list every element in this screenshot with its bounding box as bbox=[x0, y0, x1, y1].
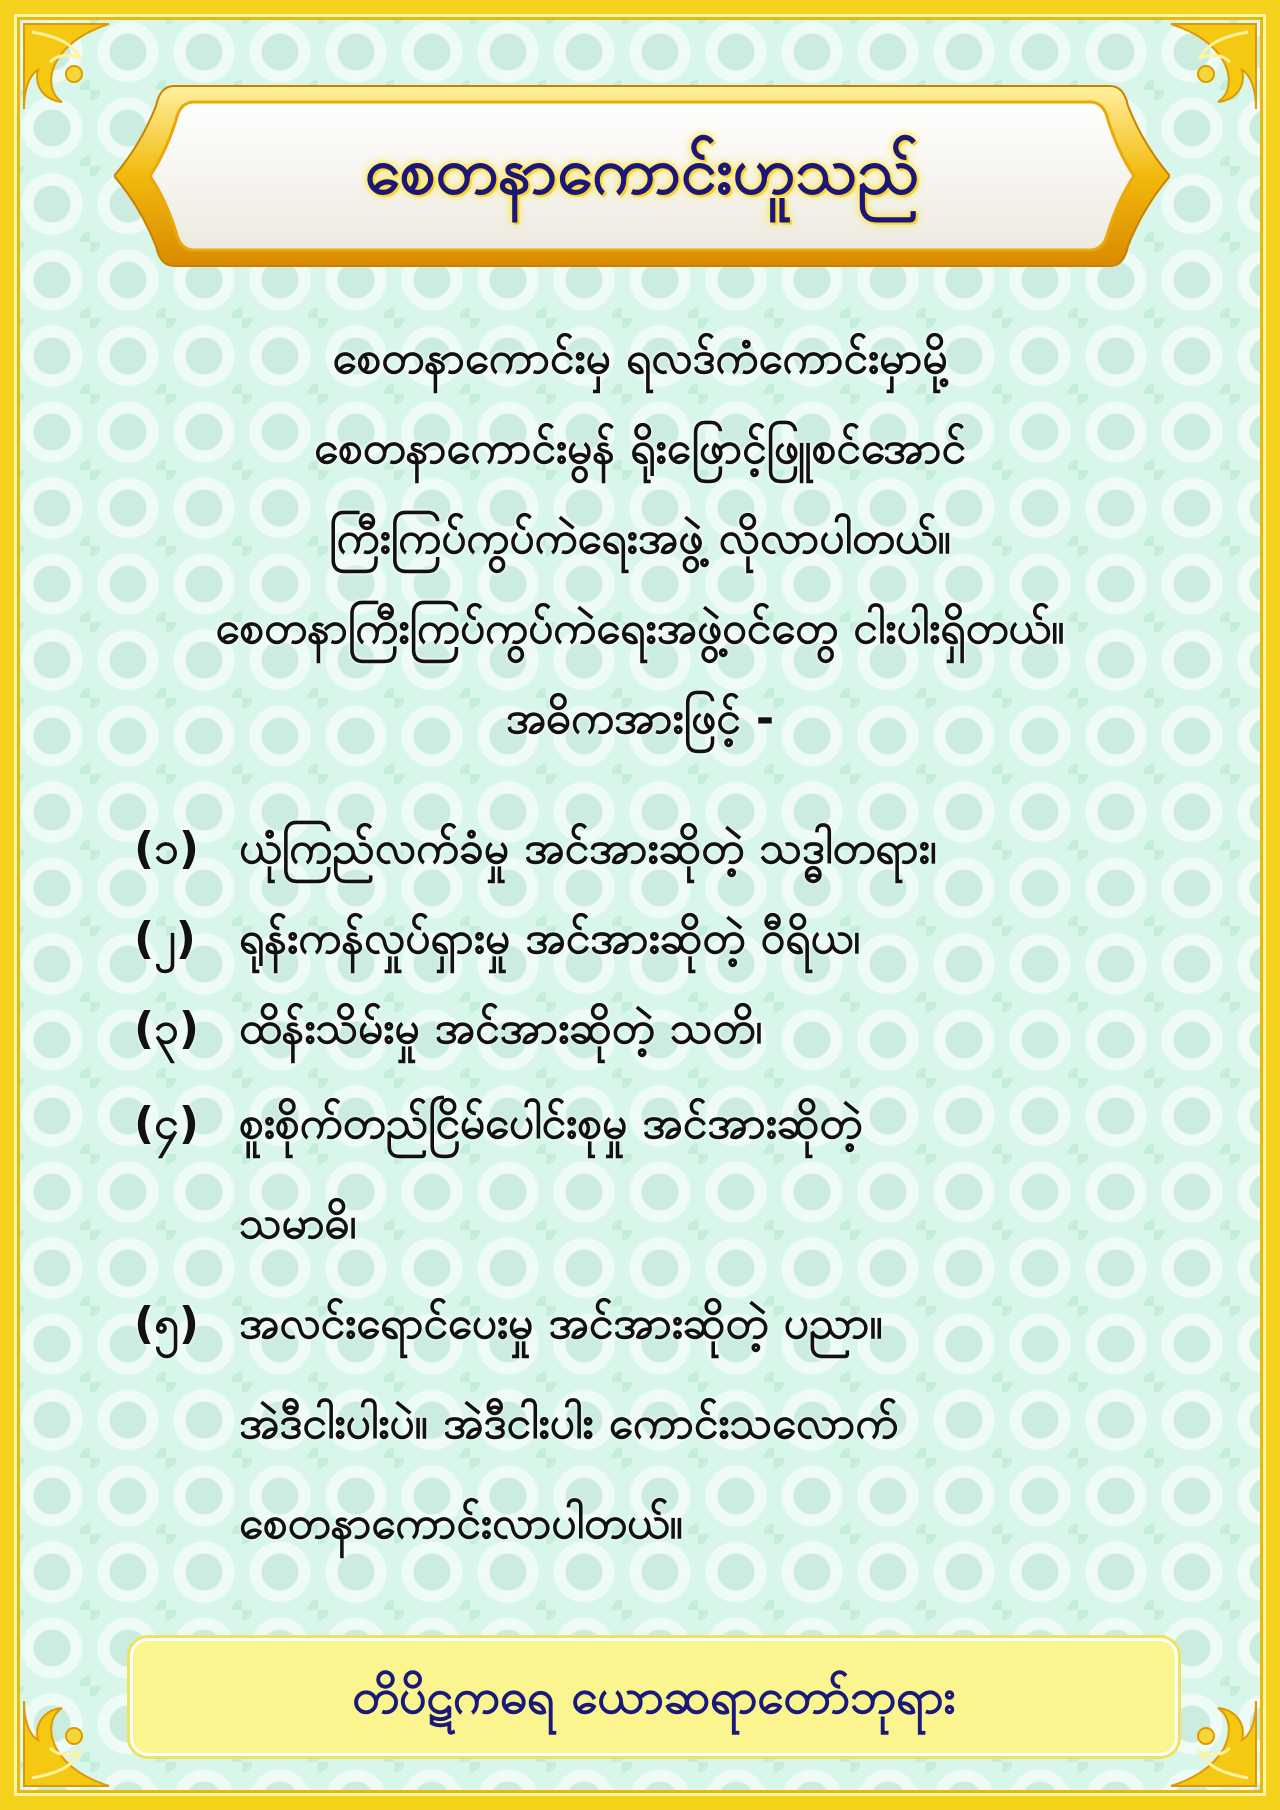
item-number: (၁) bbox=[134, 823, 199, 874]
list-item bbox=[134, 1274, 1166, 1574]
list-item bbox=[134, 984, 1166, 1074]
item-number: (၄) bbox=[134, 1098, 199, 1149]
author-footer: တိပိဋကဓရ ယောဆရာတော်ဘုရား bbox=[130, 1638, 1178, 1756]
item-text: သမာဓိ၊ bbox=[239, 1198, 357, 1249]
item-text: ယုံကြည်လက်ခံမှု အင်အားဆိုတဲ့ သဒ္ဓါတရား၊ bbox=[239, 823, 937, 874]
numbered-list bbox=[134, 804, 1166, 1574]
intro-text bbox=[14, 314, 1266, 764]
intro-line: စေတနာကောင်းမှ ရလဒ်ကံကောင်းမှာမို့ bbox=[332, 333, 948, 384]
page-title: စေတနာကောင်းဟူသည် bbox=[364, 135, 920, 209]
item-number: (၅) bbox=[134, 1298, 199, 1349]
intro-line: အဓိကအားဖြင့် - bbox=[505, 693, 775, 744]
list-item bbox=[134, 804, 1166, 894]
item-text: ရုန်းကန်လှုပ်ရှားမှု အင်အားဆိုတဲ့ ဝီရိယ၊ bbox=[239, 913, 861, 964]
item-number: (၃) bbox=[134, 1003, 199, 1054]
item-number: (၂) bbox=[134, 913, 196, 964]
item-text: အဲဒီငါးပါးပဲ။ အဲဒီငါးပါး ကောင်းသလောက် bbox=[239, 1398, 899, 1449]
intro-line: စေတနာကြီးကြပ်ကွပ်ကဲရေးအဖွဲ့ဝင်တွေ ငါးပါးရှိတယ်။ bbox=[215, 603, 1065, 654]
item-text: စေတနာကောင်းလာပါတယ်။ bbox=[239, 1498, 683, 1549]
title-plaque bbox=[114, 76, 1170, 276]
item-text: အလင်းရောင်ပေးမှု အင်အားဆိုတဲ့ ပညာ။ bbox=[239, 1298, 883, 1349]
list-item bbox=[134, 1074, 1166, 1274]
item-text: စူးစိုက်တည်ငြိမ်ပေါင်းစုမှု အင်အားဆိုတဲ့ bbox=[239, 1098, 863, 1149]
list-item bbox=[134, 894, 1166, 984]
item-text: ထိန်းသိမ်းမှု အင်အားဆိုတဲ့ သတိ၊ bbox=[239, 1003, 763, 1054]
intro-line: ကြီးကြပ်ကွပ်ကဲရေးအဖွဲ့ လိုလာပါတယ်။ bbox=[329, 513, 951, 564]
intro-line: စေတနာကောင်းမွန် ရိုးဖြောင့်ဖြူစင်အောင် bbox=[314, 423, 966, 474]
